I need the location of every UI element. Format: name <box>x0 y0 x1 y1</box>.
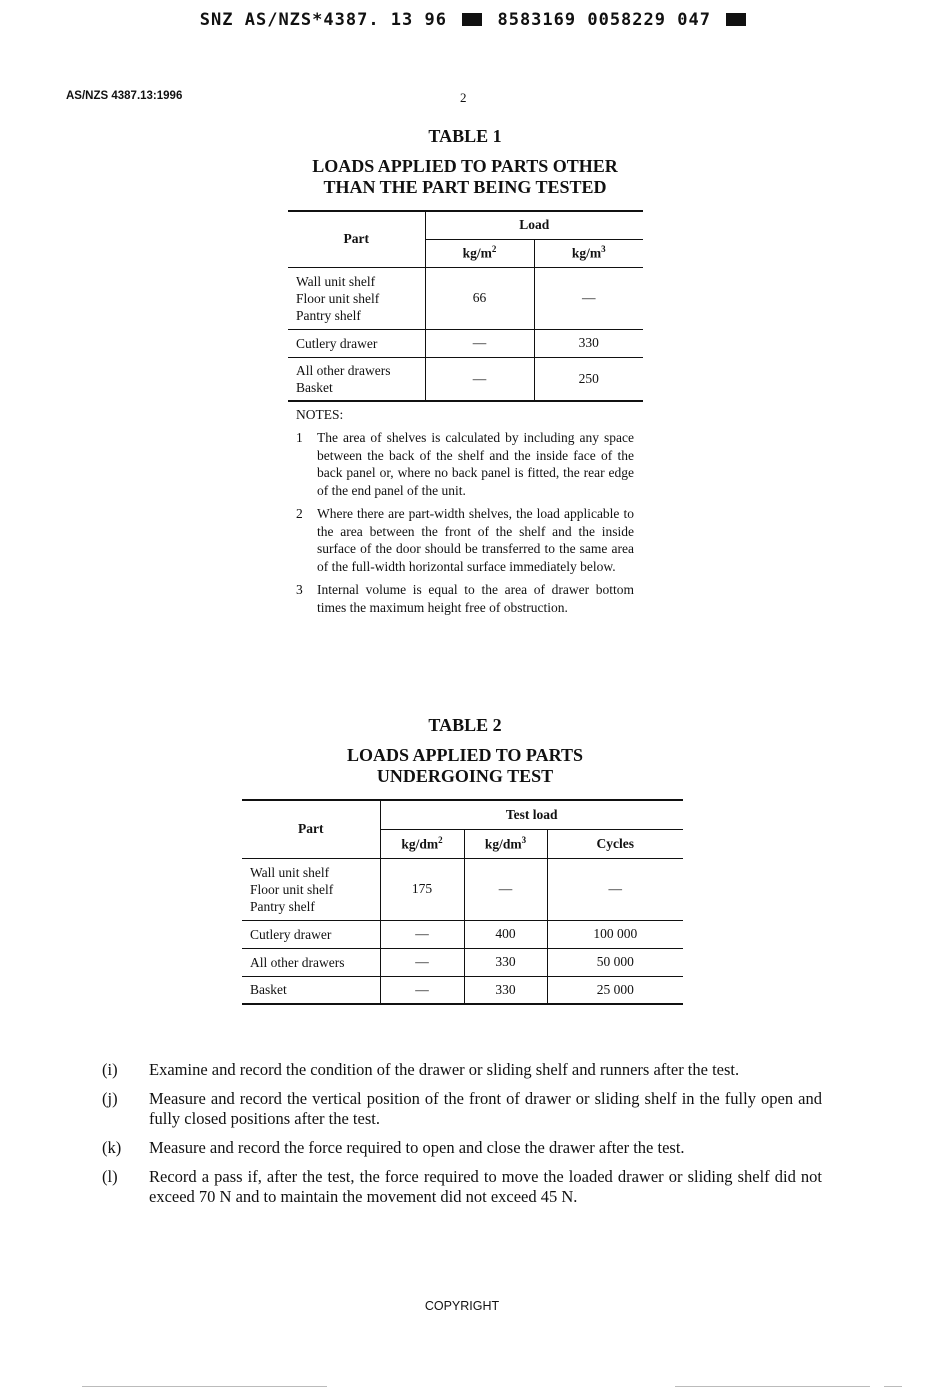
table2-part-cell: Basket <box>242 976 380 1004</box>
table1-header-load: Load <box>425 211 643 239</box>
table1-value-kgm3: 250 <box>534 357 643 401</box>
table2-value-kgdm2: 175 <box>380 858 464 920</box>
table2-value-kgdm2: — <box>380 920 464 948</box>
redaction-block <box>462 13 482 26</box>
table1-notes <box>296 407 634 622</box>
table1-value-kgm3: — <box>534 267 643 329</box>
page-number: 2 <box>460 90 467 105</box>
table2-header-cycles: Cycles <box>547 829 683 858</box>
table1-part-cell: All other drawers Basket <box>288 357 425 401</box>
table2-value-kgdm3: 330 <box>464 976 547 1004</box>
table2-part-cell: Cutlery drawer <box>242 920 380 948</box>
table1-title-line2: THAN THE PART BEING TESTED <box>323 177 607 197</box>
header-barcode-line <box>0 10 950 30</box>
table2-part-cell: All other drawers <box>242 948 380 976</box>
table2-value-kgdm2: — <box>380 948 464 976</box>
scan-artifact-line <box>675 1386 870 1387</box>
table2-value-cycles: 100 000 <box>547 920 683 948</box>
table1-value-kgm2: 66 <box>425 267 534 329</box>
note-item: 2 Where there are part-width shelves, the load applicable to the area between the front of the shelf and the inside surface of the door should be transferred to the same area of the full-width horizontal surface immediately below. <box>296 506 634 574</box>
scan-artifact-line <box>884 1386 902 1387</box>
table2-value-cycles: 50 000 <box>547 948 683 976</box>
table2-value-cycles: — <box>547 858 683 920</box>
procedure-step: (l) Record a pass if, after the test, the force required to move the loaded drawer or sliding shelf did not exceed 70 N and to maintain the movement did not exceed 45 N. <box>102 1167 822 1206</box>
table2-header-test-load: Test load <box>380 800 683 829</box>
procedure-steps <box>102 1060 822 1216</box>
table-row <box>288 267 643 329</box>
table1-value-kgm2: — <box>425 329 534 357</box>
table1-header-part: Part <box>288 211 425 267</box>
table2-value-kgdm3: 330 <box>464 948 547 976</box>
notes-title: NOTES: <box>296 407 344 422</box>
table1-part-cell: Cutlery drawer <box>288 329 425 357</box>
note-item: 3 Internal volume is equal to the area of drawer bottom times the maximum height free of obstruction. <box>296 582 634 615</box>
table2-value-cycles: 25 000 <box>547 976 683 1004</box>
redaction-block <box>726 13 746 26</box>
procedure-step: (j) Measure and record the vertical position of the front of drawer or sliding shelf in the fully open and fully closed positions after the test. <box>102 1089 822 1128</box>
header-code-text: SNZ AS/NZS*4387. 13 96 <box>199 10 447 30</box>
procedure-step: (i) Examine and record the condition of the drawer or sliding shelf and runners after the test. <box>102 1060 740 1079</box>
table2-header-unit2: $kg/dm^3$ <box>464 829 547 858</box>
table2-title-line1: LOADS APPLIED TO PARTS <box>347 745 583 765</box>
table1-header-unit1: $kg/m^2$ <box>425 239 534 267</box>
table2-value-kgdm3: 400 <box>464 920 547 948</box>
table-row <box>288 329 643 357</box>
table1-header-unit2: $kg/m^3$ <box>534 239 643 267</box>
copyright-footer: COPYRIGHT <box>424 1299 500 1313</box>
table-row <box>242 920 683 948</box>
table-row <box>288 357 643 401</box>
procedure-step: (k) Measure and record the force required to open and close the drawer after the test. <box>102 1138 685 1157</box>
table-row <box>242 976 683 1004</box>
note-item: 1 The area of shelves is calculated by including any space between the back of the shelf and the inside face of the back panel or, where no back panel is fitted, the rear edge of the end panel of the unit. <box>296 430 634 498</box>
table1-label: TABLE 1 <box>428 126 502 146</box>
standard-id: AS/NZS 4387.13:1996 <box>66 90 183 102</box>
table1-part-cell: Wall unit shelf Floor unit shelf Pantry shelf <box>288 267 425 329</box>
table2 <box>242 799 683 1005</box>
table1-title-line1: LOADS APPLIED TO PARTS OTHER <box>312 156 618 176</box>
table2-header-part: Part <box>242 800 380 858</box>
table2-value-kgdm2: — <box>380 976 464 1004</box>
header-code-number: 8583169 0058229 047 <box>497 10 711 30</box>
table2-label: TABLE 2 <box>428 715 502 735</box>
table-row <box>242 858 683 920</box>
table1-value-kgm2: — <box>425 357 534 401</box>
table-row <box>242 948 683 976</box>
table1-value-kgm3: 330 <box>534 329 643 357</box>
scan-artifact-line <box>82 1386 327 1387</box>
table2-value-kgdm3: — <box>464 858 547 920</box>
table1 <box>288 210 643 402</box>
table2-part-cell: Wall unit shelf Floor unit shelf Pantry shelf <box>242 858 380 920</box>
table2-header-unit1: $kg/dm^2$ <box>380 829 464 858</box>
table2-title-line2: UNDERGOING TEST <box>376 766 554 786</box>
